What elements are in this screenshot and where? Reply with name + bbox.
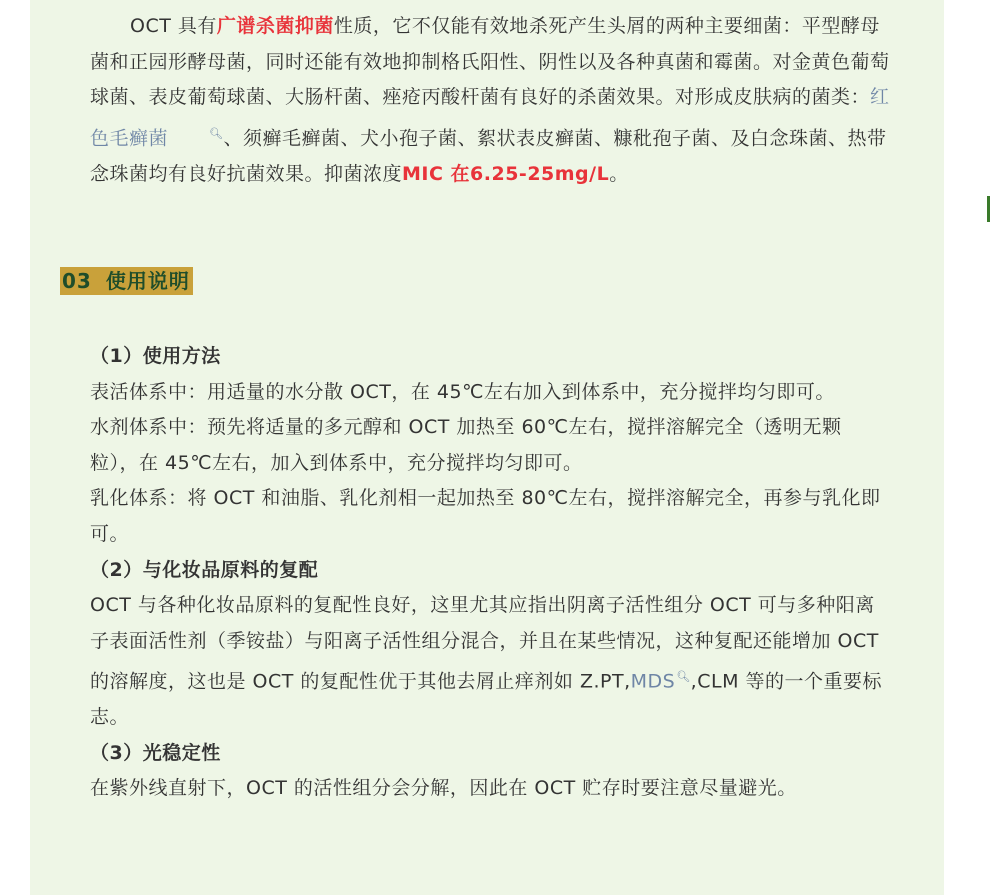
- paragraph-compatibility: [90, 588, 890, 736]
- highlight-broad-spectrum: 广谱杀菌抑菌: [216, 15, 334, 37]
- intro-text-4: 。: [609, 162, 629, 185]
- section-number: 03: [62, 269, 92, 293]
- usage-block: [90, 339, 890, 807]
- paragraph-surfactant-system: 表活体系中：用适量的水分散 OCT，在 45℃左右加入到体系中，充分搅拌均匀即可。: [90, 380, 835, 403]
- intro-paragraph: [90, 9, 890, 192]
- intro-text-2: 性质，它不仅能有效地杀死产生头屑的两种主要细菌：平型酵母菌和正园形酵母菌，同时还能有效地抑制格氏阳性、阴性以及各种真菌和霉菌。对金黄色葡萄球菌、表皮葡萄球菌、大肠杆菌、痤疮丙酸杆菌有良好的杀菌效果。对形成皮肤病的菌类：: [90, 15, 890, 109]
- intro-text-1: OCT 具有: [130, 15, 217, 37]
- side-marker: [987, 196, 990, 222]
- link-trichophyton-rubrum[interactable]: 红色毛癣菌: [90, 86, 890, 150]
- subheading-compatibility: （2）与化妆品原料的复配: [90, 558, 319, 581]
- intro-block: [90, 9, 890, 192]
- search-icon[interactable]: 🔍︎: [209, 126, 224, 140]
- compat-text-2: ,CLM 等的一个重要标志。: [90, 670, 882, 729]
- subheading-light-stability: （3）光稳定性: [90, 741, 221, 764]
- highlight-mic: MIC 在6.25-25mg/L: [402, 162, 610, 185]
- section-heading: [60, 267, 193, 295]
- paragraph-emulsion-system: 乳化体系：将 OCT 和油脂、乳化剂相一起加热至 80℃左右，搅拌溶解完全，再参与乳化即可。: [90, 487, 881, 545]
- intro-text-3: 、须癣毛癣菌、犬小孢子菌、絮状表皮癣菌、糠秕孢子菌、及白念珠菌、热带念珠菌均有良好抗菌效果。抑菌浓度: [90, 127, 887, 185]
- subheading-method: （1）使用方法: [90, 345, 221, 367]
- search-icon[interactable]: 🔍︎: [676, 670, 691, 684]
- paragraph-light-stability: 在紫外线直射下，OCT 的活性组分会分解，因此在 OCT 贮存时要注意尽量避光。: [90, 777, 797, 800]
- side-strip: [944, 0, 999, 895]
- section-title: 使用说明: [105, 269, 190, 293]
- paragraph-aqueous-system: 水剂体系中：预先将适量的多元醇和 OCT 加热至 60℃左右，搅拌溶解完全（透明无颗粒），在 45℃左右，加入到体系中，充分搅拌均匀即可。: [90, 416, 842, 474]
- compat-text-1: OCT 与各种化妆品原料的复配性良好，这里尤其应指出阴离子活性组分 OCT 可与多种阳离子表面活性剂（季铵盐）与阳离子活性组分混合，并且在某些情况，这种复配还能增加 OCT 的溶解度，这也是 OCT 的复配性优于其他去屑止痒剂如 Z.PT,: [90, 594, 879, 693]
- link-mds[interactable]: MDS: [630, 670, 676, 693]
